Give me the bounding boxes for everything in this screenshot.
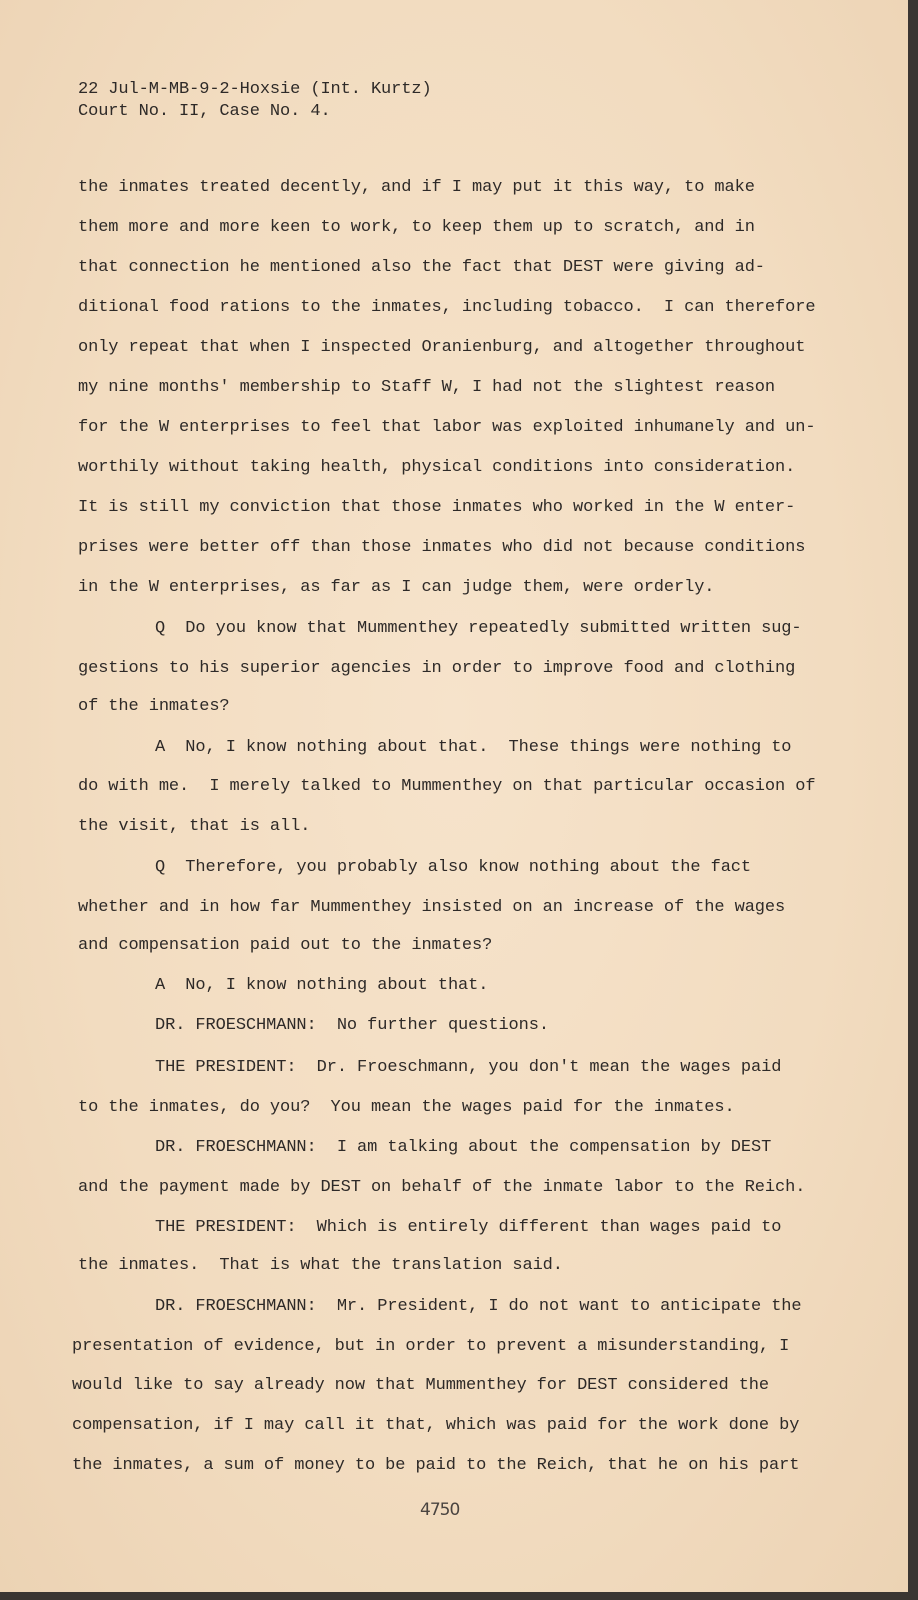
text-line: my nine months' membership to Staff W, I had not the slightest reason: [78, 378, 776, 397]
text-line: that connection he mentioned also the fact that DEST were giving ad-: [78, 258, 765, 277]
text-line: them more and more keen to work, to keep them up to scratch, and in: [78, 218, 755, 237]
text-line: prises were better off than those inmates who did not because conditions: [78, 538, 806, 557]
header-line-1: 22 Jul-M-MB-9-2-Hoxsie (Int. Kurtz): [78, 80, 432, 99]
text-line: of the inmates?: [78, 697, 230, 716]
text-line: and the payment made by DEST on behalf of the inmate labor to the Reich.: [78, 1178, 806, 1197]
text-line: the inmates. That is what the translation said.: [78, 1256, 563, 1275]
text-line: the inmates, a sum of money to be paid to the Reich, that he on his part: [72, 1456, 800, 1475]
text-line: gestions to his superior agencies in order to improve food and clothing: [78, 659, 796, 678]
text-line: A No, I know nothing about that. These things were nothing to: [155, 738, 792, 757]
page-number: 4750: [420, 1500, 460, 1520]
text-line: would like to say already now that Mummenthey for DEST considered the: [72, 1376, 770, 1395]
text-line: DR. FROESCHMANN: I am talking about the compensation by DEST: [155, 1138, 772, 1157]
text-line: for the W enterprises to feel that labor was exploited inhumanely and un-: [78, 418, 816, 437]
text-line: It is still my conviction that those inmates who worked in the W enter-: [78, 498, 796, 517]
text-line: do with me. I merely talked to Mummenthey on that particular occasion of: [78, 777, 816, 796]
text-line: to the inmates, do you? You mean the wages paid for the inmates.: [78, 1098, 735, 1117]
text-line: DR. FROESCHMANN: Mr. President, I do not want to anticipate the: [155, 1297, 802, 1316]
header-line-2: Court No. II, Case No. 4.: [78, 102, 331, 121]
text-line: worthily without taking health, physical conditions into consideration.: [78, 458, 796, 477]
text-line: only repeat that when I inspected Oranienburg, and altogether throughout: [78, 338, 806, 357]
text-line: compensation, if I may call it that, which was paid for the work done by: [72, 1416, 800, 1435]
text-line: and compensation paid out to the inmates?: [78, 936, 493, 955]
text-line: THE PRESIDENT: Which is entirely different than wages paid to: [155, 1218, 782, 1237]
text-line: A No, I know nothing about that.: [155, 976, 489, 995]
text-line: the visit, that is all.: [78, 817, 311, 836]
text-line: Q Do you know that Mummenthey repeatedly submitted written sug-: [155, 619, 802, 638]
text-line: DR. FROESCHMANN: No further questions.: [155, 1016, 549, 1035]
text-line: Q Therefore, you probably also know nothing about the fact: [155, 858, 751, 877]
text-line: the inmates treated decently, and if I may put it this way, to make: [78, 178, 755, 197]
text-line: in the W enterprises, as far as I can judge them, were orderly.: [78, 578, 715, 597]
text-line: THE PRESIDENT: Dr. Froeschmann, you don't mean the wages paid: [155, 1058, 782, 1077]
text-line: whether and in how far Mummenthey insisted on an increase of the wages: [78, 898, 786, 917]
text-line: presentation of evidence, but in order to prevent a misunderstanding, I: [72, 1337, 790, 1356]
text-line: ditional food rations to the inmates, including tobacco. I can therefore: [78, 298, 816, 317]
